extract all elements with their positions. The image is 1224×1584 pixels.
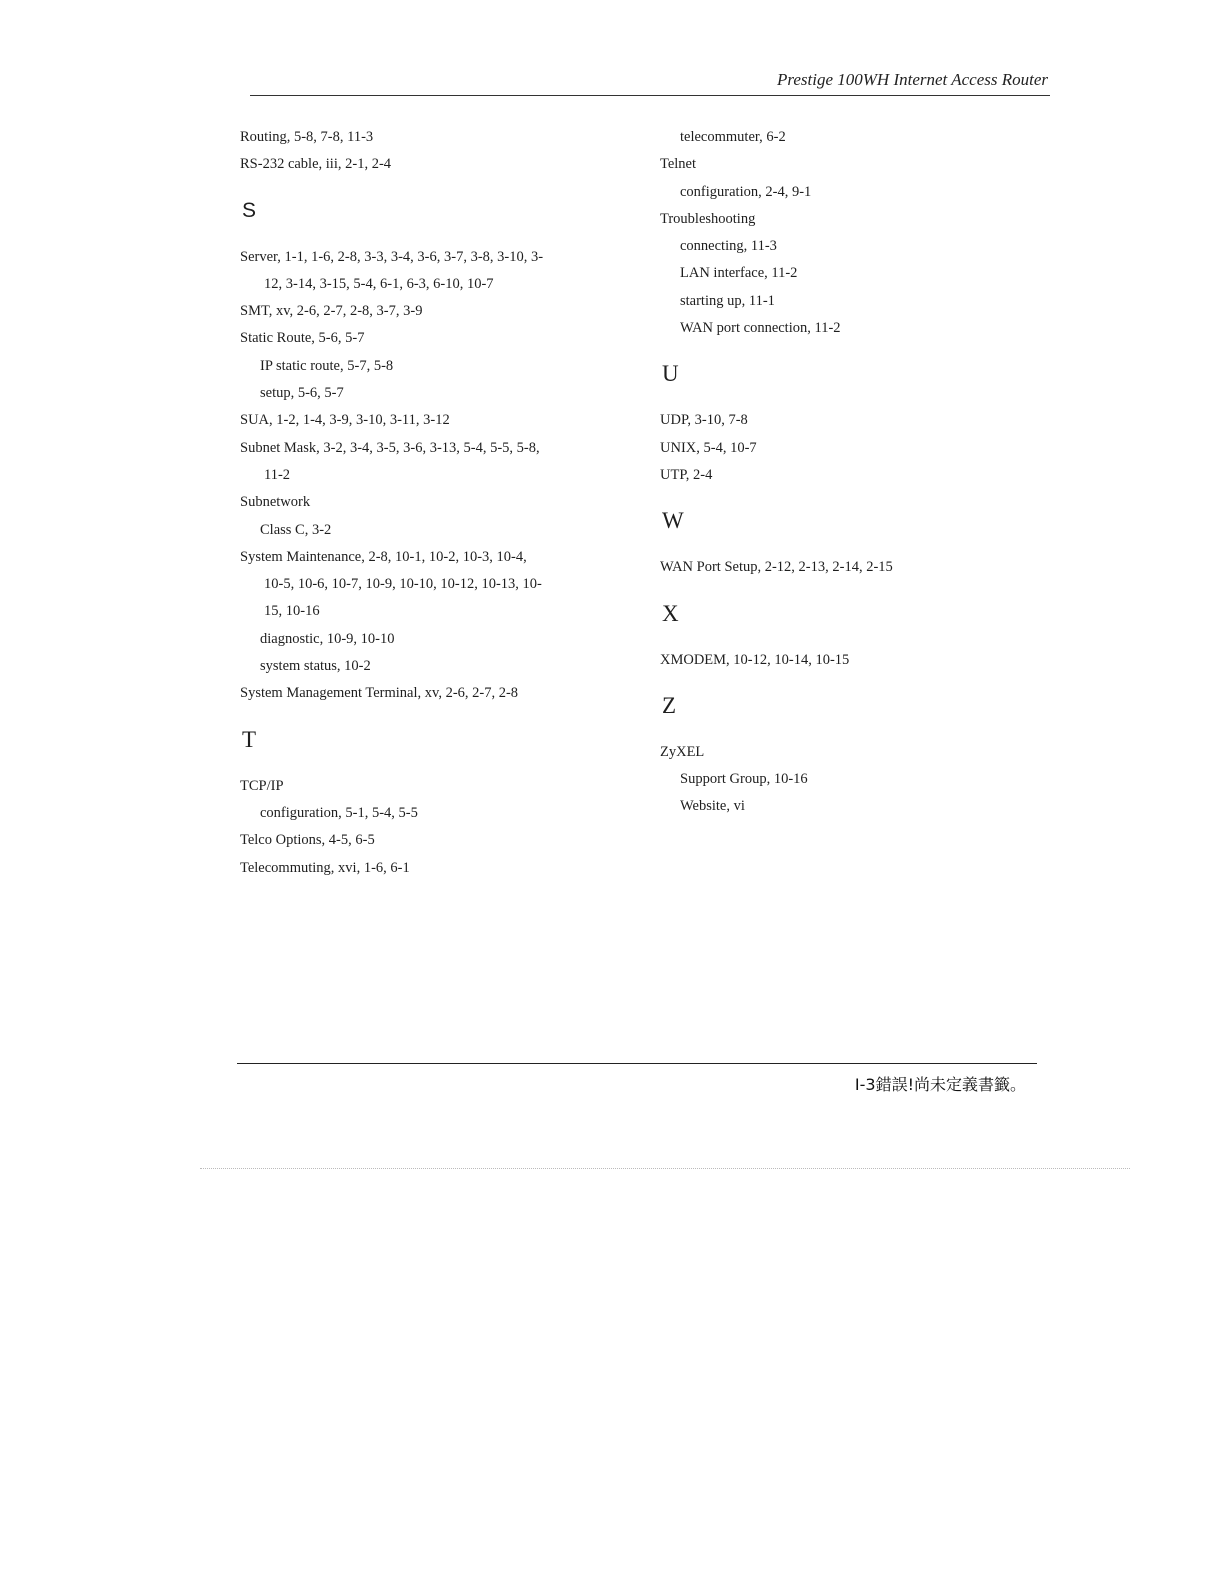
index-entry: Server, 1-1, 1-6, 2-8, 3-3, 3-4, 3-6, 3-7, 3-8, 3-10, 3- [240, 248, 544, 265]
index-entry: Subnetwork [240, 494, 311, 511]
footer-divider [237, 1063, 1037, 1064]
index-entry: UTP, 2-4 [660, 466, 713, 483]
index-subentry: connecting, 11-3 [680, 238, 777, 255]
header-divider [250, 95, 1050, 96]
index-section-letter: T [242, 726, 257, 752]
index-section-letter: U [662, 361, 679, 387]
index-entry: System Maintenance, 2-8, 10-1, 10-2, 10-3, 10-4, [240, 548, 527, 565]
index-entry: Telco Options, 4-5, 6-5 [240, 832, 375, 849]
index-entry-continuation: 11-2 [264, 466, 291, 483]
index-subentry: diagnostic, 10-9, 10-10 [260, 630, 395, 647]
index-entry: UDP, 3-10, 7-8 [660, 412, 748, 429]
index-section-letter: W [662, 508, 684, 534]
index-section-letter: Z [662, 692, 677, 718]
scan-artifact-line [200, 1168, 1130, 1169]
index-column-right [660, 124, 1080, 821]
running-header-title: Prestige 100WH Internet Access Router [777, 70, 1048, 89]
index-subentry: LAN interface, 11-2 [680, 265, 798, 282]
index-entry: System Management Terminal, xv, 2-6, 2-7, 2-8 [240, 685, 519, 702]
index-entry: Telecommuting, xvi, 1-6, 6-1 [240, 859, 410, 876]
index-entry: SUA, 1-2, 1-4, 3-9, 3-10, 3-11, 3-12 [240, 412, 450, 429]
index-entry-continuation: 12, 3-14, 3-15, 5-4, 6-1, 6-3, 6-10, 10-7 [264, 275, 494, 292]
index-subentry: Website, vi [680, 798, 745, 815]
index-subentry: configuration, 2-4, 9-1 [680, 183, 812, 200]
index-section-letter: S [242, 198, 257, 222]
index-subentry: system status, 10-2 [260, 658, 371, 675]
index-entry: UNIX, 5-4, 10-7 [660, 439, 757, 456]
index-entry-continuation: 15, 10-16 [264, 603, 320, 620]
index-entry: Subnet Mask, 3-2, 3-4, 3-5, 3-6, 3-13, 5-4, 5-5, 5-8, [240, 439, 540, 456]
index-entry: XMODEM, 10-12, 10-14, 10-15 [660, 651, 850, 668]
index-subentry: IP static route, 5-7, 5-8 [260, 357, 394, 374]
index-subentry: WAN port connection, 11-2 [680, 320, 841, 337]
index-entry: Static Route, 5-6, 5-7 [240, 330, 365, 347]
index-entry: WAN Port Setup, 2-12, 2-13, 2-14, 2-15 [660, 559, 893, 576]
index-entry: Telnet [660, 156, 697, 173]
index-column-left [240, 124, 640, 882]
page-number: I-3錯誤!尚未定義書籤。 [854, 1075, 1026, 1094]
index-entry: RS-232 cable, iii, 2-1, 2-4 [240, 156, 392, 173]
index-entry: Troubleshooting [660, 210, 756, 227]
index-entry-continuation: 10-5, 10-6, 10-7, 10-9, 10-10, 10-12, 10-13, 10- [264, 576, 542, 593]
index-subentry: Class C, 3-2 [260, 521, 332, 538]
index-section-letter: X [662, 600, 679, 626]
index-subentry: setup, 5-6, 5-7 [260, 385, 344, 402]
index-subentry: telecommuter, 6-2 [680, 129, 786, 145]
index-entry: SMT, xv, 2-6, 2-7, 2-8, 3-7, 3-9 [240, 303, 423, 320]
index-subentry: configuration, 5-1, 5-4, 5-5 [260, 804, 418, 821]
index-subentry: starting up, 11-1 [680, 292, 775, 309]
index-entry: ZyXEL [660, 743, 705, 760]
index-entry: TCP/IP [240, 777, 284, 794]
index-entry: Routing, 5-8, 7-8, 11-3 [240, 129, 374, 145]
index-subentry: Support Group, 10-16 [680, 771, 808, 788]
